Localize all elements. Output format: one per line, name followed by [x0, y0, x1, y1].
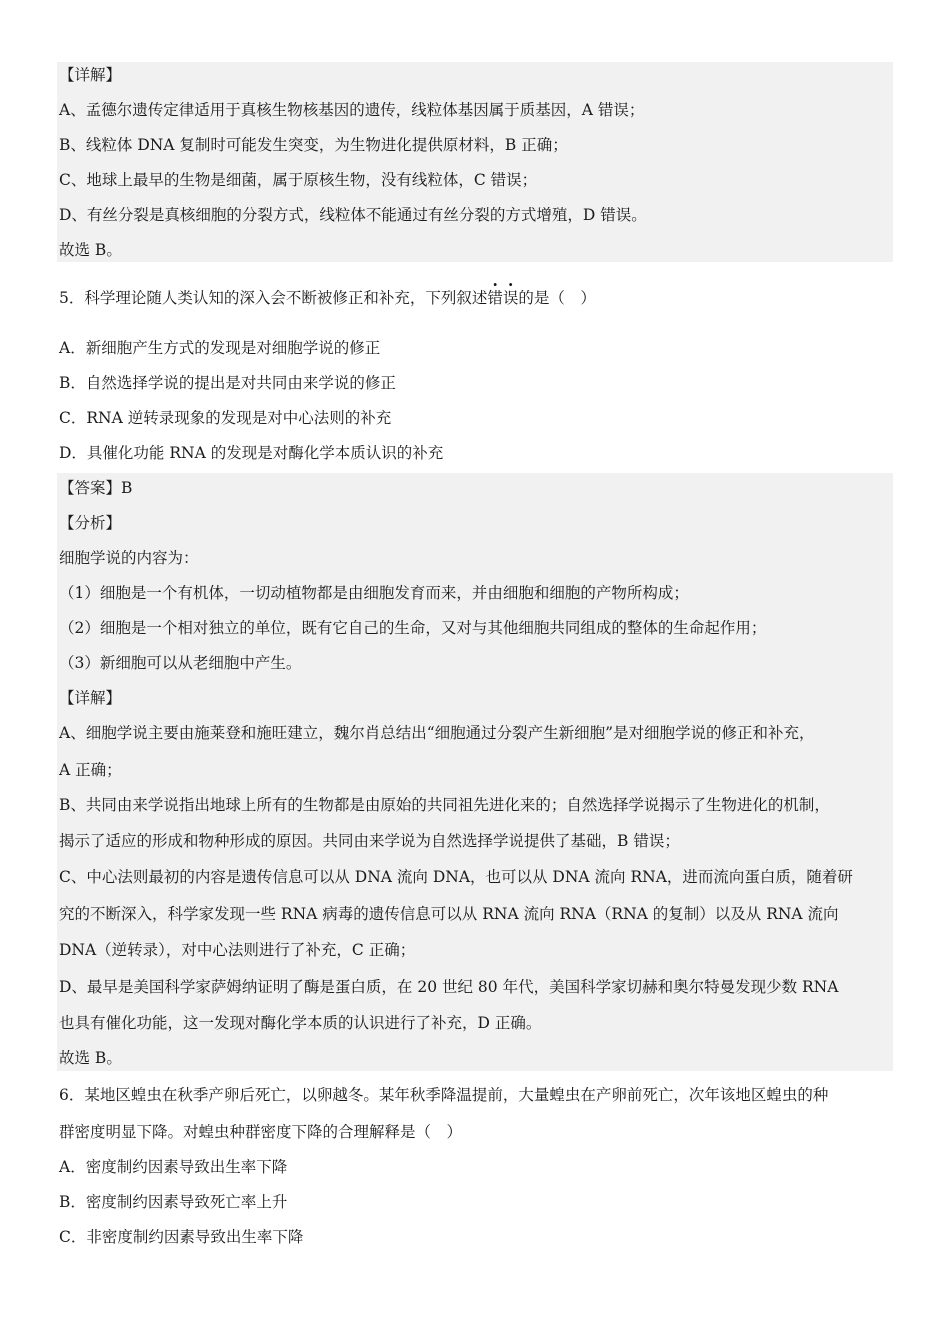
- option-a: A．密度制约因素导致出生率下降: [59, 1158, 288, 1176]
- detail-line-b: B、线粒体 DNA 复制时可能发生突变，为生物进化提供原材料，B 正确；: [59, 136, 568, 154]
- detail-line: 究的不断深入，科学家发现一些 RNA 病毒的遗传信息可以从 RNA 流向 RNA（RNA 的复制）以及从 RNA 流向: [59, 905, 839, 923]
- option-a: A．新细胞产生方式的发现是对细胞学说的修正: [59, 339, 381, 357]
- analysis-intro: 细胞学说的内容为：: [59, 549, 199, 567]
- analysis-header: 【分析】: [59, 514, 122, 532]
- option-b: B．自然选择学说的提出是对共同由来学说的修正: [59, 374, 396, 392]
- detail-line: 揭示了适应的形成和物种形成的原因。共同由来学说为自然选择学说提供了基础，B 错误；: [59, 832, 680, 850]
- analysis-point-3: （3）新细胞可以从老细胞中产生。: [59, 654, 302, 672]
- detail-line-d: D、有丝分裂是真核细胞的分裂方式，线粒体不能通过有丝分裂的方式增殖，D 错误。: [59, 206, 647, 224]
- detail-line-a: A、孟德尔遗传定律适用于真核生物核基因的遗传，线粒体基因属于质基因，A 错误；: [59, 101, 645, 119]
- conclusion: 故选 B。: [59, 1049, 122, 1067]
- option-c: C．非密度制约因素导致出生率下降: [59, 1228, 304, 1246]
- conclusion: 故选 B。: [59, 241, 122, 259]
- question-5-stem-end: 的是（ ）: [518, 289, 596, 307]
- detail-line: A、细胞学说主要由施莱登和施旺建立，魏尔肖总结出“细胞通过分裂产生新细胞”是对细胞学说的修正和补充，: [59, 724, 815, 742]
- option-c: C．RNA 逆转录现象的发现是对中心法则的补充: [59, 409, 392, 427]
- detail-line: DNA（逆转录），对中心法则进行了补充，C 正确；: [59, 941, 416, 959]
- detail-line: D、最早是美国科学家萨姆纳证明了酶是蛋白质，在 20 世纪 80 年代，美国科学家切赫和奥尔特曼发现少数 RNA: [59, 978, 839, 996]
- question-5-stem: [59, 287, 596, 309]
- analysis-point-1: （1）细胞是一个有机体，一切动植物都是由细胞发育而来，并由细胞和细胞的产物所构成；: [59, 584, 689, 602]
- detail-line: A 正确；: [59, 761, 122, 779]
- detail-line-c: C、地球上最早的生物是细菌，属于原核生物，没有线粒体，C 错误；: [59, 171, 538, 189]
- question-6-stem-line-2: 群密度明显下降。对蝗虫种群密度下降的合理解释是（ ）: [59, 1123, 463, 1141]
- detail-header: 【详解】: [59, 66, 122, 84]
- question-5-stem-text: 5．科学理论随人类认知的深入会不断被修正和补充，下列叙述: [59, 289, 488, 307]
- detail-line: C、中心法则最初的内容是遗传信息可以从 DNA 流向 DNA，也可以从 DNA 流向 RNA，进而流向蛋白质，随着研: [59, 868, 853, 886]
- detail-header: 【详解】: [59, 689, 122, 707]
- detail-line: B、共同由来学说指出地球上所有的生物都是由原始的共同祖先进化来的；自然选择学说揭示了生物进化的机制，: [59, 796, 830, 814]
- option-d: D．具催化功能 RNA 的发现是对酶化学本质认识的补充: [59, 444, 444, 462]
- emphasis-char: 错: [487, 289, 503, 307]
- emphasis-char: 误: [502, 289, 519, 307]
- detail-line: 也具有催化功能，这一发现对酶化学本质的认识进行了补充，D 正确。: [59, 1014, 542, 1032]
- analysis-point-2: （2）细胞是一个相对独立的单位，既有它自己的生命，又对与其他细胞共同组成的整体的生命起作用；: [59, 619, 767, 637]
- option-b: B．密度制约因素导致死亡率上升: [59, 1193, 288, 1211]
- explanation-block-1: [57, 62, 893, 262]
- answer: 【答案】B: [59, 479, 133, 497]
- question-6-stem-line-1: 6．某地区蝗虫在秋季产卵后死亡，以卵越冬。某年秋季降温提前，大量蝗虫在产卵前死亡，次年该地区蝗虫的种: [59, 1086, 829, 1104]
